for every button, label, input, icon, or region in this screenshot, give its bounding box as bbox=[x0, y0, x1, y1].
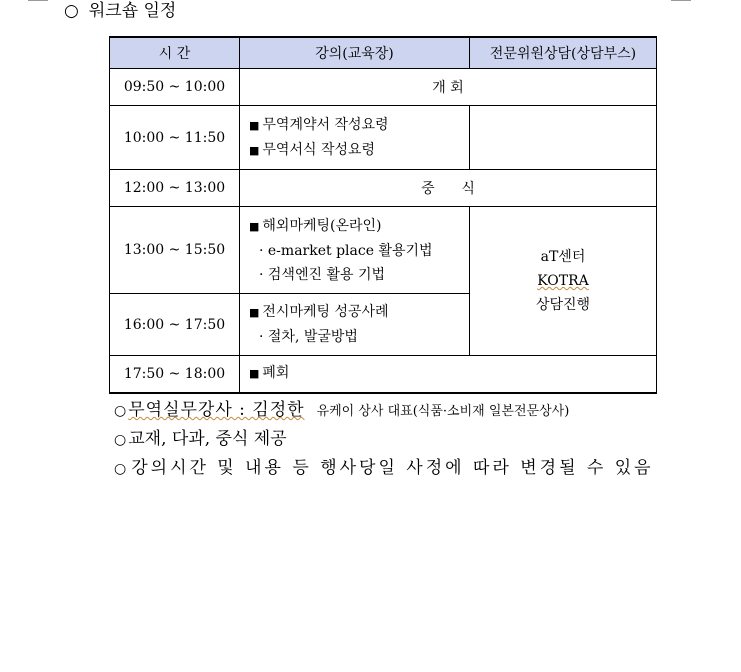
consult-line: 상담진행 bbox=[535, 297, 591, 313]
lecture-cell bbox=[240, 106, 470, 170]
square-bullet-icon: ■ bbox=[249, 219, 260, 233]
circle-bullet-icon: ○ bbox=[114, 403, 127, 419]
lecture-item: ■ 해외마케팅(온라인) bbox=[249, 217, 382, 234]
page-corner-rule-left bbox=[28, 0, 48, 1]
square-bullet-icon: ■ bbox=[249, 306, 260, 319]
lecture-item: ■ 무역서식 작성요령 bbox=[249, 141, 376, 158]
lunch-cell: 중 식 bbox=[240, 170, 657, 207]
instructor-note bbox=[114, 396, 654, 425]
lecture-subitem: · 절차, 발굴방법 bbox=[259, 329, 358, 345]
time-cell: 13:00 ~ 15:50 bbox=[110, 207, 240, 294]
notes-block bbox=[114, 396, 654, 483]
consult-cell bbox=[470, 207, 657, 356]
schedule-table bbox=[109, 36, 657, 394]
lecture-subitem: · 검색엔진 활용 기법 bbox=[259, 266, 385, 283]
table-row bbox=[110, 170, 657, 207]
time-cell: 09:50 ~ 10:00 bbox=[110, 69, 240, 106]
circle-bullet-icon: ○ bbox=[114, 432, 127, 448]
header-consult: 전문위원상담(상담부스) bbox=[470, 37, 657, 69]
header-time: 시 간 bbox=[110, 37, 240, 69]
table-row bbox=[110, 69, 657, 106]
time-cell: 12:00 ~ 13:00 bbox=[110, 170, 240, 207]
instructor-label: 무역실무강사 : 김정한 bbox=[128, 400, 305, 420]
section-title bbox=[64, 0, 176, 22]
lecture-item: ■ 무역계약서 작성요령 bbox=[249, 116, 389, 133]
square-bullet-icon: ■ bbox=[249, 143, 260, 157]
time-cell: 16:00 ~ 17:50 bbox=[110, 294, 240, 356]
consult-empty-cell bbox=[470, 106, 657, 170]
time-cell: 10:00 ~ 11:50 bbox=[110, 106, 240, 170]
disclaimer-note bbox=[114, 454, 654, 483]
circle-bullet-icon: ○ bbox=[114, 461, 130, 477]
page-corner-rule-right bbox=[671, 0, 691, 1]
opening-cell: 개 회 bbox=[240, 69, 657, 106]
closing-cell: ■ 폐회 bbox=[240, 356, 657, 393]
header-lecture: 강의(교육장) bbox=[240, 37, 470, 69]
materials-note bbox=[114, 425, 654, 454]
consult-line: KOTRA bbox=[537, 273, 589, 289]
table-row bbox=[110, 207, 657, 294]
table-row bbox=[110, 106, 657, 170]
square-bullet-icon: ■ bbox=[249, 118, 260, 132]
materials-text: 교재, 다과, 중식 제공 bbox=[128, 429, 287, 449]
table-row bbox=[110, 356, 657, 393]
square-bullet-icon: ■ bbox=[249, 367, 260, 381]
circle-bullet-icon: ○ bbox=[64, 1, 79, 21]
section-title-text: 워크숍 일정 bbox=[88, 1, 177, 21]
lecture-cell bbox=[240, 207, 470, 294]
instructor-description: 유케이 상사 대표(식품·소비재 일본전문상사) bbox=[316, 404, 570, 419]
table-header-row bbox=[110, 37, 657, 69]
lecture-subitem: · e-market place 활용기법 bbox=[259, 242, 433, 259]
time-cell: 17:50 ~ 18:00 bbox=[110, 356, 240, 393]
lecture-item: ■ 전시마케팅 성공사례 bbox=[249, 304, 389, 320]
consult-line: aT센터 bbox=[540, 249, 586, 265]
lecture-cell bbox=[240, 294, 470, 356]
disclaimer-text: 강의시간 및 내용 등 행사당일 사정에 따라 변경될 수 있음 bbox=[131, 458, 654, 478]
